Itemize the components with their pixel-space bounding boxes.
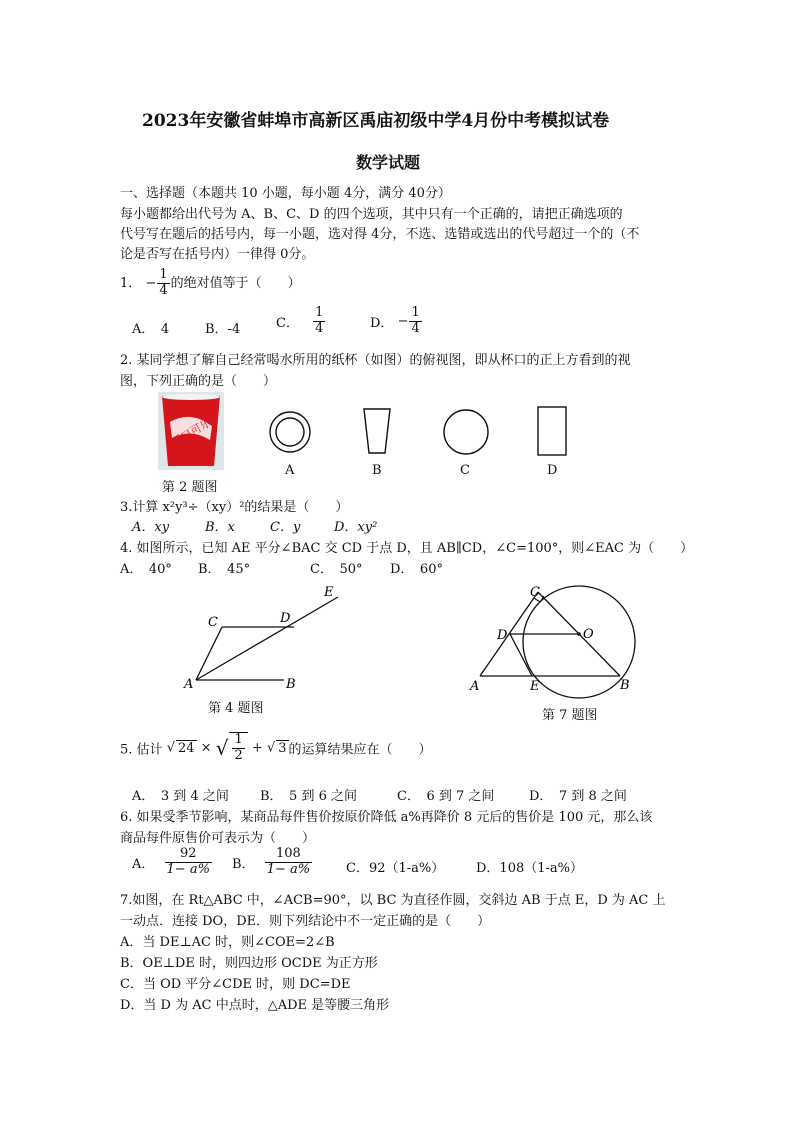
q3-option-b: B．x [205, 520, 235, 535]
q2-figure-d-rectangle [536, 405, 568, 457]
q2-label-b: B [372, 463, 382, 478]
q1-fraction: $\frac{1}{4}$ [159, 267, 168, 298]
section-heading: 一、选择题（本题共 10 小题，每小题 4分，满分 40分） [120, 186, 451, 201]
q6-option-c: C．92（1-a%） [346, 861, 445, 876]
q7-option-d: D．当 D 为 AC 中点时，△ADE 是等腰三角形 [120, 998, 390, 1013]
q7-option-c: C．当 OD 平分∠CDE 时，则 DC=DE [120, 977, 351, 992]
q7-point-c: C [530, 585, 540, 600]
q7-option-b: B．OE⊥DE 时，则四边形 OCDE 为正方形 [120, 956, 378, 971]
q7-point-a: A [470, 679, 480, 694]
q7-point-o: O [583, 627, 594, 642]
q4-point-b: B [286, 677, 296, 692]
q1-text: 的绝对值等于（ ） [170, 275, 301, 291]
q7-point-e: E [530, 679, 540, 694]
q6-option-b: B． $\frac{108}{1- a\%}$ [232, 846, 311, 877]
q2-label-a: A [285, 463, 295, 478]
q4-option-c: C． 50° [310, 562, 363, 577]
q1-option-b: B．-4 [205, 322, 241, 337]
q5-root-3: 3 [278, 740, 287, 756]
q3-line: 3.计算 x²y³÷（xy）²的结果是（ ） [120, 500, 349, 515]
q2-line-1: 2. 某同学想了解自己经常喝水所用的纸杯（如图）的俯视图，即从杯口的正上方看到的视 [120, 353, 631, 368]
q6-option-a: A． $\frac{92}{1- a\%}$ [132, 846, 210, 877]
q1-option-a: A． 4 [132, 322, 170, 337]
q7-geometry-figure [466, 584, 646, 702]
q6-line-2: 商品每件原售价可表示为（ ） [120, 831, 316, 846]
instruction-line-1: 每小题都给出代号为 A、B、C、D 的四个选项，其中只有一个正确的，请把正确选项的 [120, 207, 623, 222]
question-5: 5. 估计 √ 24 × √ $\frac{1}{2}$ + √ 3 的运算结果应在（ ） [120, 732, 432, 763]
cup-caption: 第 2 题图 [162, 480, 218, 495]
q5-option-b: B． 5 到 6 之间 [260, 789, 357, 804]
q3-option-d: D．xy² [334, 520, 378, 535]
question-1 [120, 268, 301, 299]
q4-point-c: C [208, 615, 218, 630]
q7-figure-caption: 第 7 题图 [542, 708, 598, 723]
q4-point-a: A [184, 677, 194, 692]
q2-figure-c-circle [442, 408, 490, 456]
q5-option-a: A． 3 到 4 之间 [132, 789, 229, 804]
instruction-line-2: 代号写在题后的括号内，每一小题，选对得 4分，不选、选错或选出的代号超过一个的（不 [120, 227, 640, 242]
q3-option-a: A．xy [132, 520, 170, 535]
q4-point-d: D [280, 611, 291, 626]
q4-option-b: B． 45° [198, 562, 251, 577]
q1-option-d: D． − $\frac{1}{4}$ [370, 305, 420, 336]
q4-point-e: E [324, 585, 334, 600]
q7-option-a: A．当 DE⊥AC 时，则∠COE=2∠B [120, 935, 335, 950]
q1-option-c: C． $\frac{1}{4}$ [276, 305, 324, 336]
q7-point-d: D [497, 628, 508, 643]
q7-line-1: 7.如图，在 Rt△ABC 中，∠ACB=90°，以 BC 为直径作圆，交斜边 AB 于点 E，D 为 AC 上 [120, 893, 666, 908]
q4-option-d: D． 60° [390, 562, 443, 577]
q5-root-24: 24 [177, 740, 195, 756]
q4-line: 4. 如图所示，已知 AE 平分∠BAC 交 CD 于点 D，且 AB∥CD，∠C=100°，则∠EAC 为（ ） [120, 541, 694, 556]
exam-title: 2023年安徽省蚌埠市高新区禹庙初级中学4月份中考模拟试卷 [142, 111, 610, 131]
q3-option-c: C．y [270, 520, 301, 535]
q2-label-c: C [460, 463, 470, 478]
q4-geometry-figure [180, 580, 350, 700]
q1-minus: − [145, 275, 157, 291]
q7-point-b: B [620, 678, 630, 693]
q5-option-c: C． 6 到 7 之间 [397, 789, 495, 804]
q7-line-2: 一动点．连接 DO，DE．则下列结论中不一定正确的是（ ） [120, 914, 491, 929]
cup-logo-text: 可口可乐 [168, 415, 214, 450]
q6-line-1: 6. 如果受季节影响，某商品每件售价按原价降低 a%再降价 8 元后的售价是 100 元，那么该 [120, 810, 653, 825]
cup-picture [158, 392, 224, 470]
q2-figure-a-ring [268, 408, 312, 456]
q4-option-a: A． 40° [120, 562, 172, 577]
q5-option-d: D． 7 到 8 之间 [529, 789, 627, 804]
instruction-line-3: 论是否写在括号内）一律得 0分。 [120, 247, 315, 262]
q6-option-d: D．108（1-a%） [476, 861, 584, 876]
exam-subtitle: 数学试题 [356, 153, 421, 172]
q1-number: 1． [120, 275, 142, 291]
q2-line-2: 图，下列正确的是（ ） [120, 374, 277, 389]
q2-figure-b-trapezoid [360, 406, 394, 456]
q2-label-d: D [547, 463, 558, 478]
q4-figure-caption: 第 4 题图 [208, 701, 264, 716]
